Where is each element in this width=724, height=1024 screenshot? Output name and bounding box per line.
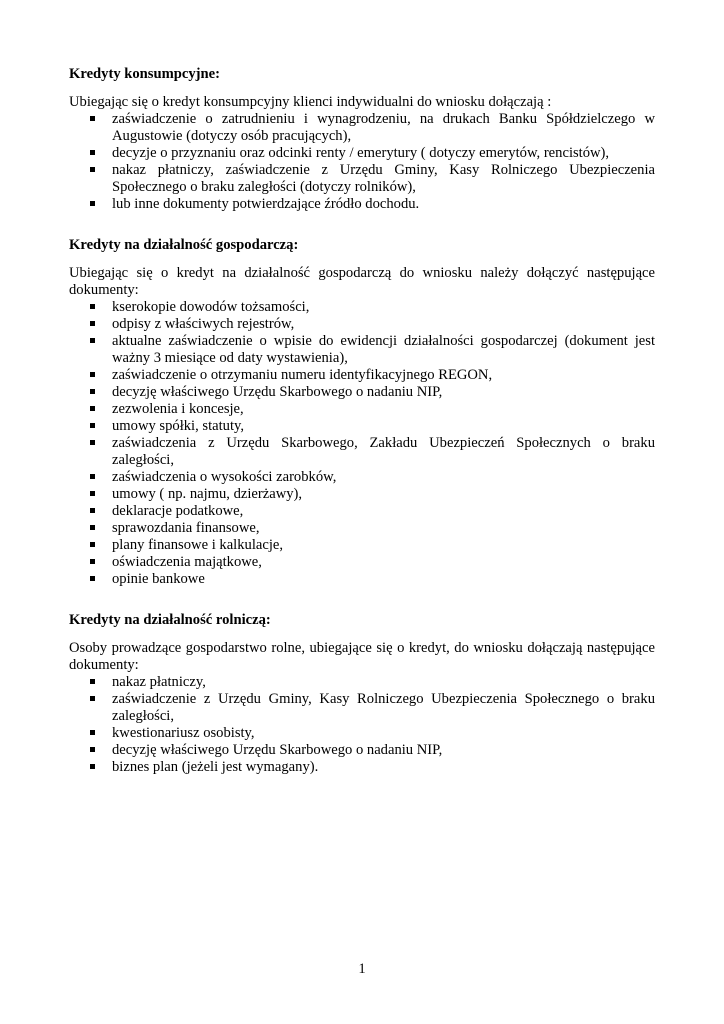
list-item: umowy ( np. najmu, dzierżawy), <box>69 486 655 503</box>
section-intro: Osoby prowadzące gospodarstwo rolne, ubiegające się o kredyt, do wniosku dołączają następujące dokumenty: <box>69 640 655 673</box>
list-item: odpisy z właściwych rejestrów, <box>69 316 655 333</box>
list-item: zaświadczenie o otrzymaniu numeru identyfikacyjnego REGON, <box>69 367 655 384</box>
section-consumer-loans <box>69 66 655 213</box>
list-item: zaświadczenia o wysokości zarobków, <box>69 469 655 486</box>
section-business-loans <box>69 237 655 588</box>
document-page <box>69 66 655 776</box>
list-item: kwestionariusz osobisty, <box>69 725 655 742</box>
list-item: zaświadczenia z Urzędu Skarbowego, Zakładu Ubezpieczeń Społecznych o braku zaległości, <box>69 435 655 469</box>
list-item: sprawozdania finansowe, <box>69 520 655 537</box>
list-item: zezwolenia i koncesje, <box>69 401 655 418</box>
section-heading: Kredyty na działalność gospodarczą: <box>69 237 299 253</box>
list-item: decyzję właściwego Urzędu Skarbowego o nadaniu NIP, <box>69 742 655 759</box>
section-heading: Kredyty konsumpcyjne: <box>69 66 220 82</box>
list-item: opinie bankowe <box>69 571 655 588</box>
list-item: zaświadczenie o zatrudnieniu i wynagrodzeniu, na drukach Banku Spółdzielczego w Augustowie (dotyczy osób pracujących), <box>69 111 655 145</box>
list-item: decyzję właściwego Urzędu Skarbowego o nadaniu NIP, <box>69 384 655 401</box>
document-list <box>69 674 655 776</box>
list-item: biznes plan (jeżeli jest wymagany). <box>69 759 655 776</box>
list-item: aktualne zaświadczenie o wpisie do ewidencji działalności gospodarczej (dokument jest ważny 3 miesiące od daty wystawienia), <box>69 333 655 367</box>
list-item: decyzje o przyznaniu oraz odcinki renty / emerytury ( dotyczy emerytów, rencistów), <box>69 145 655 162</box>
section-heading: Kredyty na działalność rolniczą: <box>69 612 271 628</box>
list-item: umowy spółki, statuty, <box>69 418 655 435</box>
document-list <box>69 111 655 213</box>
page-number: 1 <box>358 961 366 977</box>
list-item: zaświadczenie z Urzędu Gminy, Kasy Rolniczego Ubezpieczenia Społecznego o braku zaległości, <box>69 691 655 725</box>
list-item: kserokopie dowodów tożsamości, <box>69 299 655 316</box>
list-item: deklaracje podatkowe, <box>69 503 655 520</box>
document-list <box>69 299 655 588</box>
section-agricultural-loans <box>69 612 655 776</box>
section-intro: Ubiegając się o kredyt konsumpcyjny klienci indywidualni do wniosku dołączają : <box>69 94 552 110</box>
list-item: plany finansowe i kalkulacje, <box>69 537 655 554</box>
list-item: oświadczenia majątkowe, <box>69 554 655 571</box>
section-intro: Ubiegając się o kredyt na działalność gospodarczą do wniosku należy dołączyć następujące dokumenty: <box>69 265 655 298</box>
list-item: lub inne dokumenty potwierdzające źródło dochodu. <box>69 196 655 213</box>
list-item: nakaz płatniczy, <box>69 674 655 691</box>
list-item: nakaz płatniczy, zaświadczenie z Urzędu Gminy, Kasy Rolniczego Ubezpieczenia Społecznego o braku zaległości (dotyczy rolników), <box>69 162 655 196</box>
